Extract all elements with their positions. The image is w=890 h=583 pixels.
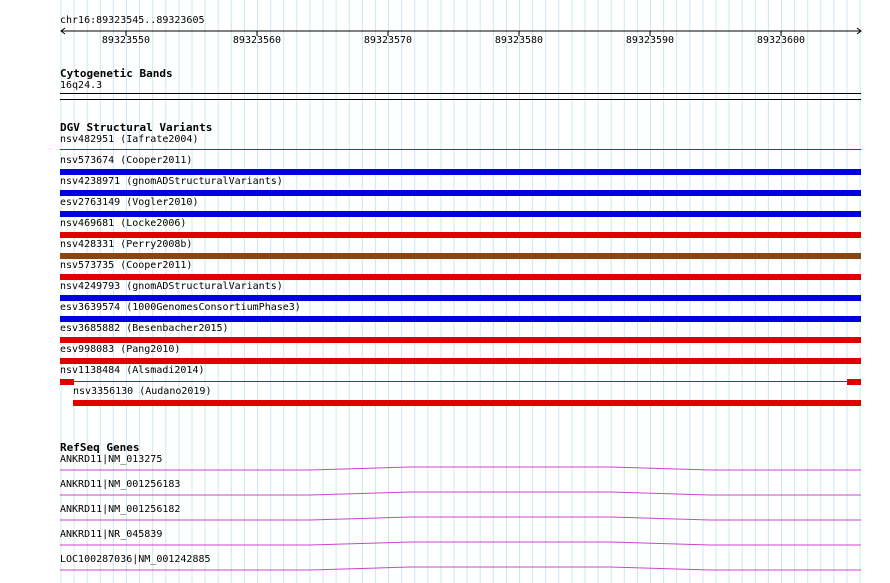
variant-label[interactable]: esv2763149 (Vogler2010) bbox=[60, 197, 199, 208]
variant-bar[interactable] bbox=[60, 232, 861, 238]
ruler-tick-label: 89323560 bbox=[232, 35, 282, 46]
variant-bar[interactable] bbox=[60, 190, 861, 196]
variant-label[interactable]: esv3685882 (Besenbacher2015) bbox=[60, 323, 229, 334]
cytoband-line bbox=[60, 99, 861, 100]
variant-label[interactable]: nsv4249793 (gnomADStructuralVariants) bbox=[60, 281, 283, 292]
region-label: chr16:89323545..89323605 bbox=[60, 15, 205, 26]
ruler-tick-label: 89323590 bbox=[625, 35, 675, 46]
variant-block[interactable] bbox=[60, 379, 74, 385]
gene-line[interactable] bbox=[60, 467, 861, 470]
gene-feature[interactable] bbox=[0, 558, 890, 572]
variant-bar[interactable] bbox=[60, 211, 861, 217]
gene-label[interactable]: ANKRD11|NM_001256182 bbox=[60, 504, 181, 515]
variant-bar[interactable] bbox=[60, 295, 861, 301]
variant-label[interactable]: esv998083 (Pang2010) bbox=[60, 344, 181, 355]
variant-connector[interactable] bbox=[74, 381, 847, 382]
gene-feature[interactable] bbox=[0, 508, 890, 522]
ruler-tick-label: 89323580 bbox=[494, 35, 544, 46]
cytoband-line bbox=[60, 93, 861, 94]
gene-label[interactable]: ANKRD11|NM_001256183 bbox=[60, 479, 181, 490]
gene-feature[interactable] bbox=[0, 458, 890, 472]
variant-label[interactable]: nsv482951 (Iafrate2004) bbox=[60, 134, 199, 145]
gene-label[interactable]: ANKRD11|NM_013275 bbox=[60, 454, 163, 465]
gene-feature[interactable] bbox=[0, 533, 890, 547]
variant-label[interactable]: nsv4238971 (gnomADStructuralVariants) bbox=[60, 176, 283, 187]
gene-line[interactable] bbox=[60, 567, 861, 570]
track-title-refseq: RefSeq Genes bbox=[60, 441, 140, 454]
variant-bar[interactable] bbox=[60, 169, 861, 175]
ruler-tick-label: 89323570 bbox=[363, 35, 413, 46]
track-title-cytogenetic-bands: Cytogenetic Bands bbox=[60, 67, 173, 80]
ruler-tick-label: 89323600 bbox=[756, 35, 806, 46]
gene-feature[interactable] bbox=[0, 483, 890, 497]
gene-label[interactable]: ANKRD11|NR_045839 bbox=[60, 529, 163, 540]
variant-bar[interactable] bbox=[60, 149, 861, 150]
variant-bar[interactable] bbox=[60, 253, 861, 259]
gene-line[interactable] bbox=[60, 517, 861, 520]
variant-label[interactable]: nsv1138484 (Alsmadi2014) bbox=[60, 365, 205, 376]
variant-bar[interactable] bbox=[60, 274, 861, 280]
variant-label[interactable]: nsv573674 (Cooper2011) bbox=[60, 155, 193, 166]
variant-block[interactable] bbox=[847, 379, 861, 385]
ruler-tick-label: 89323550 bbox=[101, 35, 151, 46]
variant-bar[interactable] bbox=[73, 400, 861, 406]
cytoband-label: 16q24.3 bbox=[60, 80, 103, 91]
variant-label[interactable]: nsv573735 (Cooper2011) bbox=[60, 260, 193, 271]
variant-bar[interactable] bbox=[60, 316, 861, 322]
gene-line[interactable] bbox=[60, 542, 861, 545]
gene-label[interactable]: LOC100287036|NM_001242885 bbox=[60, 554, 211, 565]
variant-label[interactable]: esv3639574 (1000GenomesConsortiumPhase3) bbox=[60, 302, 301, 313]
variant-label[interactable]: nsv3356130 (Audano2019) bbox=[73, 386, 212, 397]
variant-label[interactable]: nsv469681 (Locke2006) bbox=[60, 218, 187, 229]
variant-bar[interactable] bbox=[60, 337, 861, 343]
track-title-dgv: DGV Structural Variants bbox=[60, 121, 213, 134]
variant-bar[interactable] bbox=[60, 358, 861, 364]
variant-label[interactable]: nsv428331 (Perry2008b) bbox=[60, 239, 193, 250]
gene-line[interactable] bbox=[60, 492, 861, 495]
